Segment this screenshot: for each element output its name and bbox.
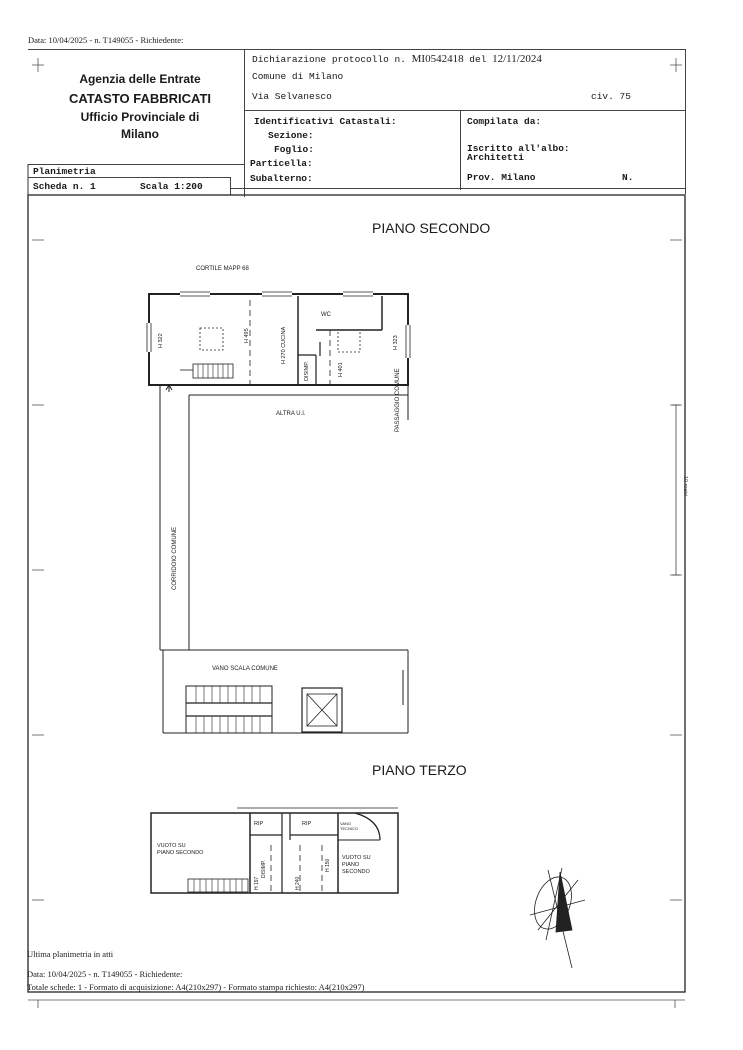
label-vano-tecnico: VANO TECNICO: [340, 821, 358, 831]
scala-label: Scala 1:200: [140, 181, 203, 192]
identificativi-title: Identificativi Catastali:: [254, 116, 397, 127]
albo-value: Architetti: [467, 152, 525, 163]
label-h150: H 150: [325, 858, 331, 872]
particella-label: Particella:: [250, 158, 313, 169]
footer-data-line: Data: 10/04/2025 - n. T149055 - Richiedente:: [27, 969, 183, 979]
scale-ruler-label: 10 metri: [682, 476, 688, 496]
vuoto-right-line-1: VUOTO SU: [342, 855, 371, 861]
protocol-del: del: [469, 54, 487, 65]
label-h240: H 240: [295, 876, 301, 890]
common-areas: [160, 385, 408, 733]
n-label: N.: [622, 172, 634, 183]
iscritto-label: Iscritto all'albo:: [467, 143, 570, 154]
foglio-label: Foglio:: [274, 144, 314, 155]
vuoto-left-line-2: PIANO SECONDO: [157, 850, 204, 856]
label-corridoio: CORRIDOIO COMUNE: [172, 527, 178, 590]
label-h197: H 197: [254, 876, 260, 890]
label-disimp-2: DISIMP.: [261, 860, 267, 878]
agency-catasto: CATASTO FABBRICATI: [68, 91, 212, 106]
vuoto-right-line-2: PIANO: [342, 862, 360, 868]
piano-terzo-title: PIANO TERZO: [372, 762, 467, 778]
compilata-title: Compilata da:: [467, 116, 542, 127]
top-request-line: Data: 10/04/2025 - n. T149055 - Richiedente:: [28, 35, 184, 45]
label-vano-scala: VANO SCALA COMUNE: [212, 666, 278, 672]
comune: Comune di Milano: [252, 71, 344, 82]
agency-city: Milano: [121, 127, 159, 141]
label-wc: WC: [321, 312, 331, 318]
label-h322: H 322: [158, 333, 164, 348]
label-passaggio: PASSAGGIO COMUNE: [395, 368, 401, 432]
footer-totale-line: Totale schede: 1 - Formato di acquisizione: A4(210x297) - Formato stampa richiesto: A4(210x297): [27, 982, 365, 992]
protocol-number: MI0542418: [411, 53, 464, 65]
label-cucina: H 270 CUCINA: [281, 326, 287, 364]
planimetria-title: Planimetria: [33, 166, 96, 177]
scheda-label: Scheda n. 1: [33, 181, 96, 192]
protocol-label: Dichiarazione protocollo n.: [252, 54, 406, 65]
sezione-label: Sezione:: [268, 130, 314, 141]
crop-marks: [32, 58, 682, 900]
label-h323: H 323: [393, 335, 399, 350]
subalterno-label: Subalterno:: [250, 173, 313, 184]
piano-secondo-unit: [147, 292, 410, 385]
address-street: Via Selvanesco: [252, 91, 332, 102]
address-civ: civ. 75: [591, 91, 631, 102]
label-altra-ui: ALTRA U.I.: [276, 411, 306, 417]
label-vuoto-left: [157, 843, 203, 857]
prov-label: Prov. Milano: [467, 172, 536, 183]
stair-well: [186, 686, 342, 733]
vuoto-left-line-1: VUOTO SU: [157, 843, 186, 849]
protocol-date: 12/11/2024: [492, 53, 542, 65]
label-vuoto-right: [342, 855, 371, 876]
agency-ufficio: Ufficio Provinciale di: [80, 110, 200, 124]
scale-ruler: [672, 405, 680, 575]
label-rip-2: RIP: [302, 821, 312, 827]
label-cortile: CORTILE MAPP 68: [196, 266, 249, 272]
piano-secondo-title: PIANO SECONDO: [372, 220, 491, 236]
ultima-planimetria: Ultima planimetria in atti: [27, 949, 114, 959]
label-h495: H 495: [244, 328, 250, 343]
label-rip-1: RIP: [254, 821, 264, 827]
label-h401: H 401: [338, 362, 344, 377]
label-disimp: DISIMP.: [304, 361, 310, 381]
vuoto-right-line-3: SECONDO: [342, 869, 370, 875]
north-arrow-icon: [528, 868, 585, 968]
agency-name: Agenzia delle Entrate: [79, 72, 201, 86]
